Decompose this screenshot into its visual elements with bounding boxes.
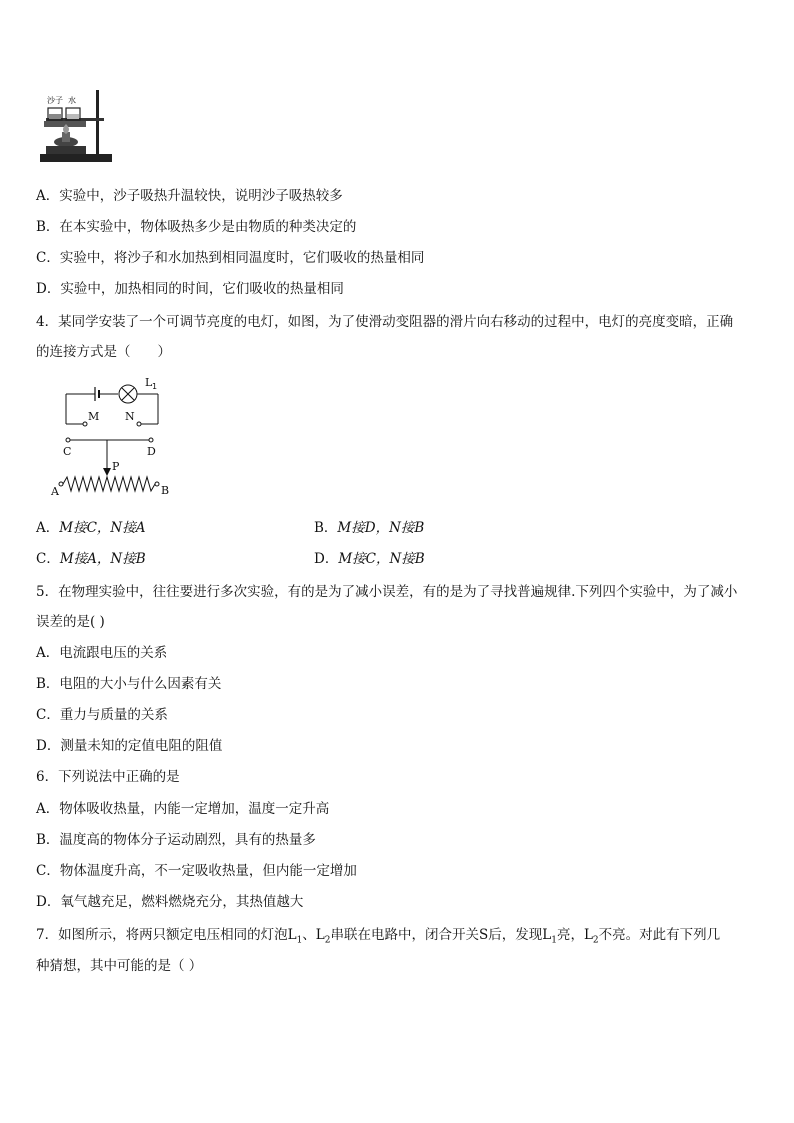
q7-stem-part3: 串联在电路中，闭合开关S后，发现L — [330, 927, 552, 943]
terminal-n-label: N — [125, 410, 135, 423]
q3-option-c[interactable]: C．实验中，将沙子和水加热到相同温度时，它们吸收的热量相同 — [36, 250, 425, 266]
q3-option-b[interactable]: B．在本实验中，物体吸热多少是由物质的种类决定的 — [36, 219, 357, 235]
water-label: 水 — [68, 96, 76, 105]
q3-option-d[interactable]: D．实验中，加热相同的时间，它们吸收的热量相同 — [36, 281, 344, 297]
q7-stem-part2: 、L — [302, 927, 325, 943]
circuit-figure — [48, 372, 188, 507]
q6-option-c[interactable]: C．物体温度升高，不一定吸收热量，但内能一定增加 — [36, 863, 357, 879]
q7-stem-line1 — [36, 926, 720, 950]
q4-option-c-key: C． — [36, 551, 60, 567]
q7-stem-part5: 不亮。对此有下列几 — [598, 927, 721, 943]
q5-option-d[interactable]: D．测量未知的定值电阻的阻值 — [36, 738, 223, 754]
q4-stem-line2: 的连接方式是（ ） — [36, 344, 171, 360]
q4-option-b[interactable] — [314, 519, 424, 537]
q4-option-c[interactable] — [36, 550, 146, 568]
q6-option-b[interactable]: B．温度高的物体分子运动剧烈，具有的热量多 — [36, 832, 316, 848]
q3-option-a[interactable]: A．实验中，沙子吸热升温较快，说明沙子吸热较多 — [36, 188, 343, 204]
terminal-m-label: M — [88, 410, 100, 423]
q4-option-a[interactable] — [36, 519, 145, 537]
q7-stem-line2: 种猜想，其中可能的是（ ） — [36, 958, 203, 974]
q7-stem-part4: 亮，L — [556, 927, 593, 943]
q5-stem-line2: 误差的是( ) — [36, 614, 105, 630]
q5-option-a[interactable]: A．电流跟电压的关系 — [36, 645, 168, 661]
terminal-a-label: A — [51, 485, 59, 498]
q4-option-b-key: B． — [314, 520, 338, 536]
q4-option-d-text: M接C，N接B — [338, 551, 425, 567]
lamp-label-sub: 1 — [152, 382, 158, 391]
q5-option-c[interactable]: C．重力与质量的关系 — [36, 707, 168, 723]
q4-option-a-text: M接C，N接A — [59, 520, 146, 536]
heating-apparatus-figure — [38, 88, 118, 168]
q4-stem-line1: 4．某同学安装了一个可调节亮度的电灯，如图，为了使滑动变阻器的滑片向右移动的过程中，电灯的亮度变暗，正确 — [36, 314, 734, 330]
q7-sub2: 2 — [324, 935, 331, 946]
q4-option-c-text: M接A，N接B — [59, 551, 146, 567]
terminal-c-label: C — [63, 445, 72, 458]
q7-sub3: 1 — [551, 935, 557, 946]
lamp-label: L — [145, 376, 153, 389]
sand-label: 沙子 — [47, 96, 63, 105]
q6-option-a[interactable]: A．物体吸收热量，内能一定增加，温度一定升高 — [36, 801, 330, 817]
q7-sub4: 2 — [592, 935, 599, 946]
q7-sub1: 1 — [296, 935, 303, 946]
slider-p-label: P — [112, 460, 120, 473]
q5-stem-line1: 5．在物理实验中，往往要进行多次实验，有的是为了减小误差，有的是为了寻找普遍规律.下列四个实验中，为了减小 — [36, 584, 738, 600]
q4-option-b-text: M接D，N接B — [337, 520, 425, 536]
terminal-d-label: D — [147, 445, 156, 458]
q6-stem: 6．下列说法中正确的是 — [36, 769, 180, 785]
terminal-b-label: B — [161, 484, 170, 497]
q4-option-d[interactable] — [314, 550, 425, 568]
q5-option-b[interactable]: B．电阻的大小与什么因素有关 — [36, 676, 222, 692]
q4-option-d-key: D． — [314, 551, 339, 567]
q7-stem-part1: 7．如图所示，将两只额定电压相同的灯泡L — [36, 927, 297, 943]
q4-option-a-key: A． — [36, 520, 60, 536]
q6-option-d[interactable]: D．氧气越充足，燃料燃烧充分，其热值越大 — [36, 894, 304, 910]
